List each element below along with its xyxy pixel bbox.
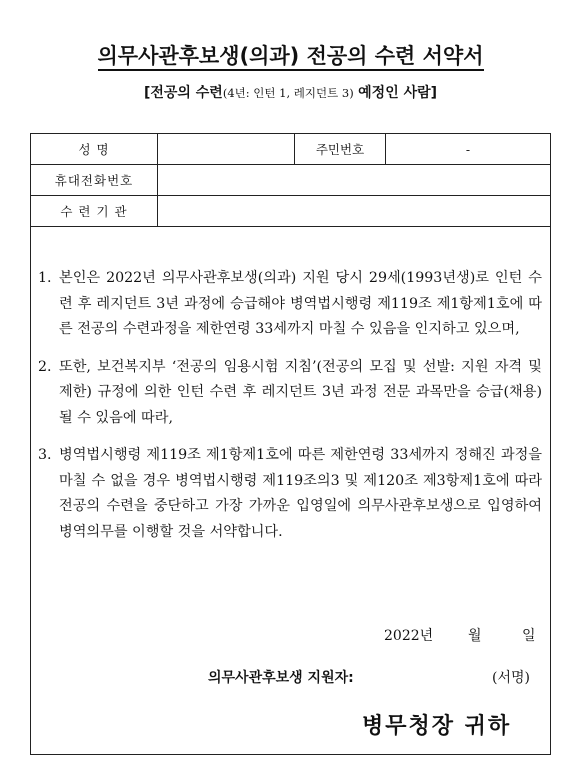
subtitle-open: [전공의 수련 <box>143 85 223 101</box>
applicant-info-table <box>30 133 551 227</box>
subtitle-close: 예정인 사람] <box>358 85 438 101</box>
name-label: 성 명 <box>31 134 158 165</box>
id-field[interactable]: - <box>386 134 551 165</box>
date-year: 2022년 <box>384 628 434 644</box>
institution-label: 수 련 기 관 <box>31 196 158 227</box>
applicant-label: 의무사관후보생 지원자: <box>208 670 354 686</box>
subtitle-paren: (4년: 인턴 1, 레지던트 3) <box>222 86 354 100</box>
pledge-item <box>38 443 542 545</box>
id-label: 주민번호 <box>295 134 386 165</box>
name-field[interactable] <box>158 134 295 165</box>
item-text: 병역법시행령 제119조 제1항제1호에 따른 제한연령 33세까지 정해진 과정을 마칠 수 없을 경우 병역법시행령 제119조의3 및 제120조 제3항제1호에 따라 전공의 수련을 중단하고 가장 가까운 입영일에 의무사관후보생으로 입영하여 병역의무를 이행할 것을 서약합니다. <box>59 447 542 540</box>
pledge-body <box>38 266 542 557</box>
document-title: 의무사관후보생(의과) 전공의 수련 서약서 <box>0 40 581 70</box>
date-day: 일 <box>522 628 536 644</box>
item-text: 또한, 보건복지부 ‘전공의 임용시험 지침’(전공의 모집 및 선발: 지원 자격 및 제한) 규정에 의한 인턴 수련 후 레지던트 3년 과정 전문 과목만을 승급(채용) 될 수 있음에 따라, <box>59 358 542 426</box>
institution-field[interactable] <box>158 196 551 227</box>
signature-field[interactable]: (서명) <box>492 670 530 686</box>
item-text: 본인은 2022년 의무사관후보생(의과) 지원 당시 29세(1993년생)로 인턴 수련 후 레지던트 3년 과정에 승급해야 병역법시행령 제119조 제1항제1호에 따른 전공의 수련과정을 제한연령 33세까지 마칠 수 있음을 인지하고 있으며, <box>59 270 542 337</box>
phone-label: 휴대전화번호 <box>31 165 158 196</box>
document-subtitle <box>0 82 581 102</box>
pledge-item <box>38 266 542 343</box>
addressee: 병무청장 귀하 <box>362 713 512 739</box>
date-month: 월 <box>468 628 482 644</box>
phone-field[interactable] <box>158 165 551 196</box>
item-number: 1. <box>38 270 52 286</box>
pledge-item <box>38 355 542 432</box>
item-number: 3. <box>38 447 52 463</box>
item-number: 2. <box>38 358 52 375</box>
